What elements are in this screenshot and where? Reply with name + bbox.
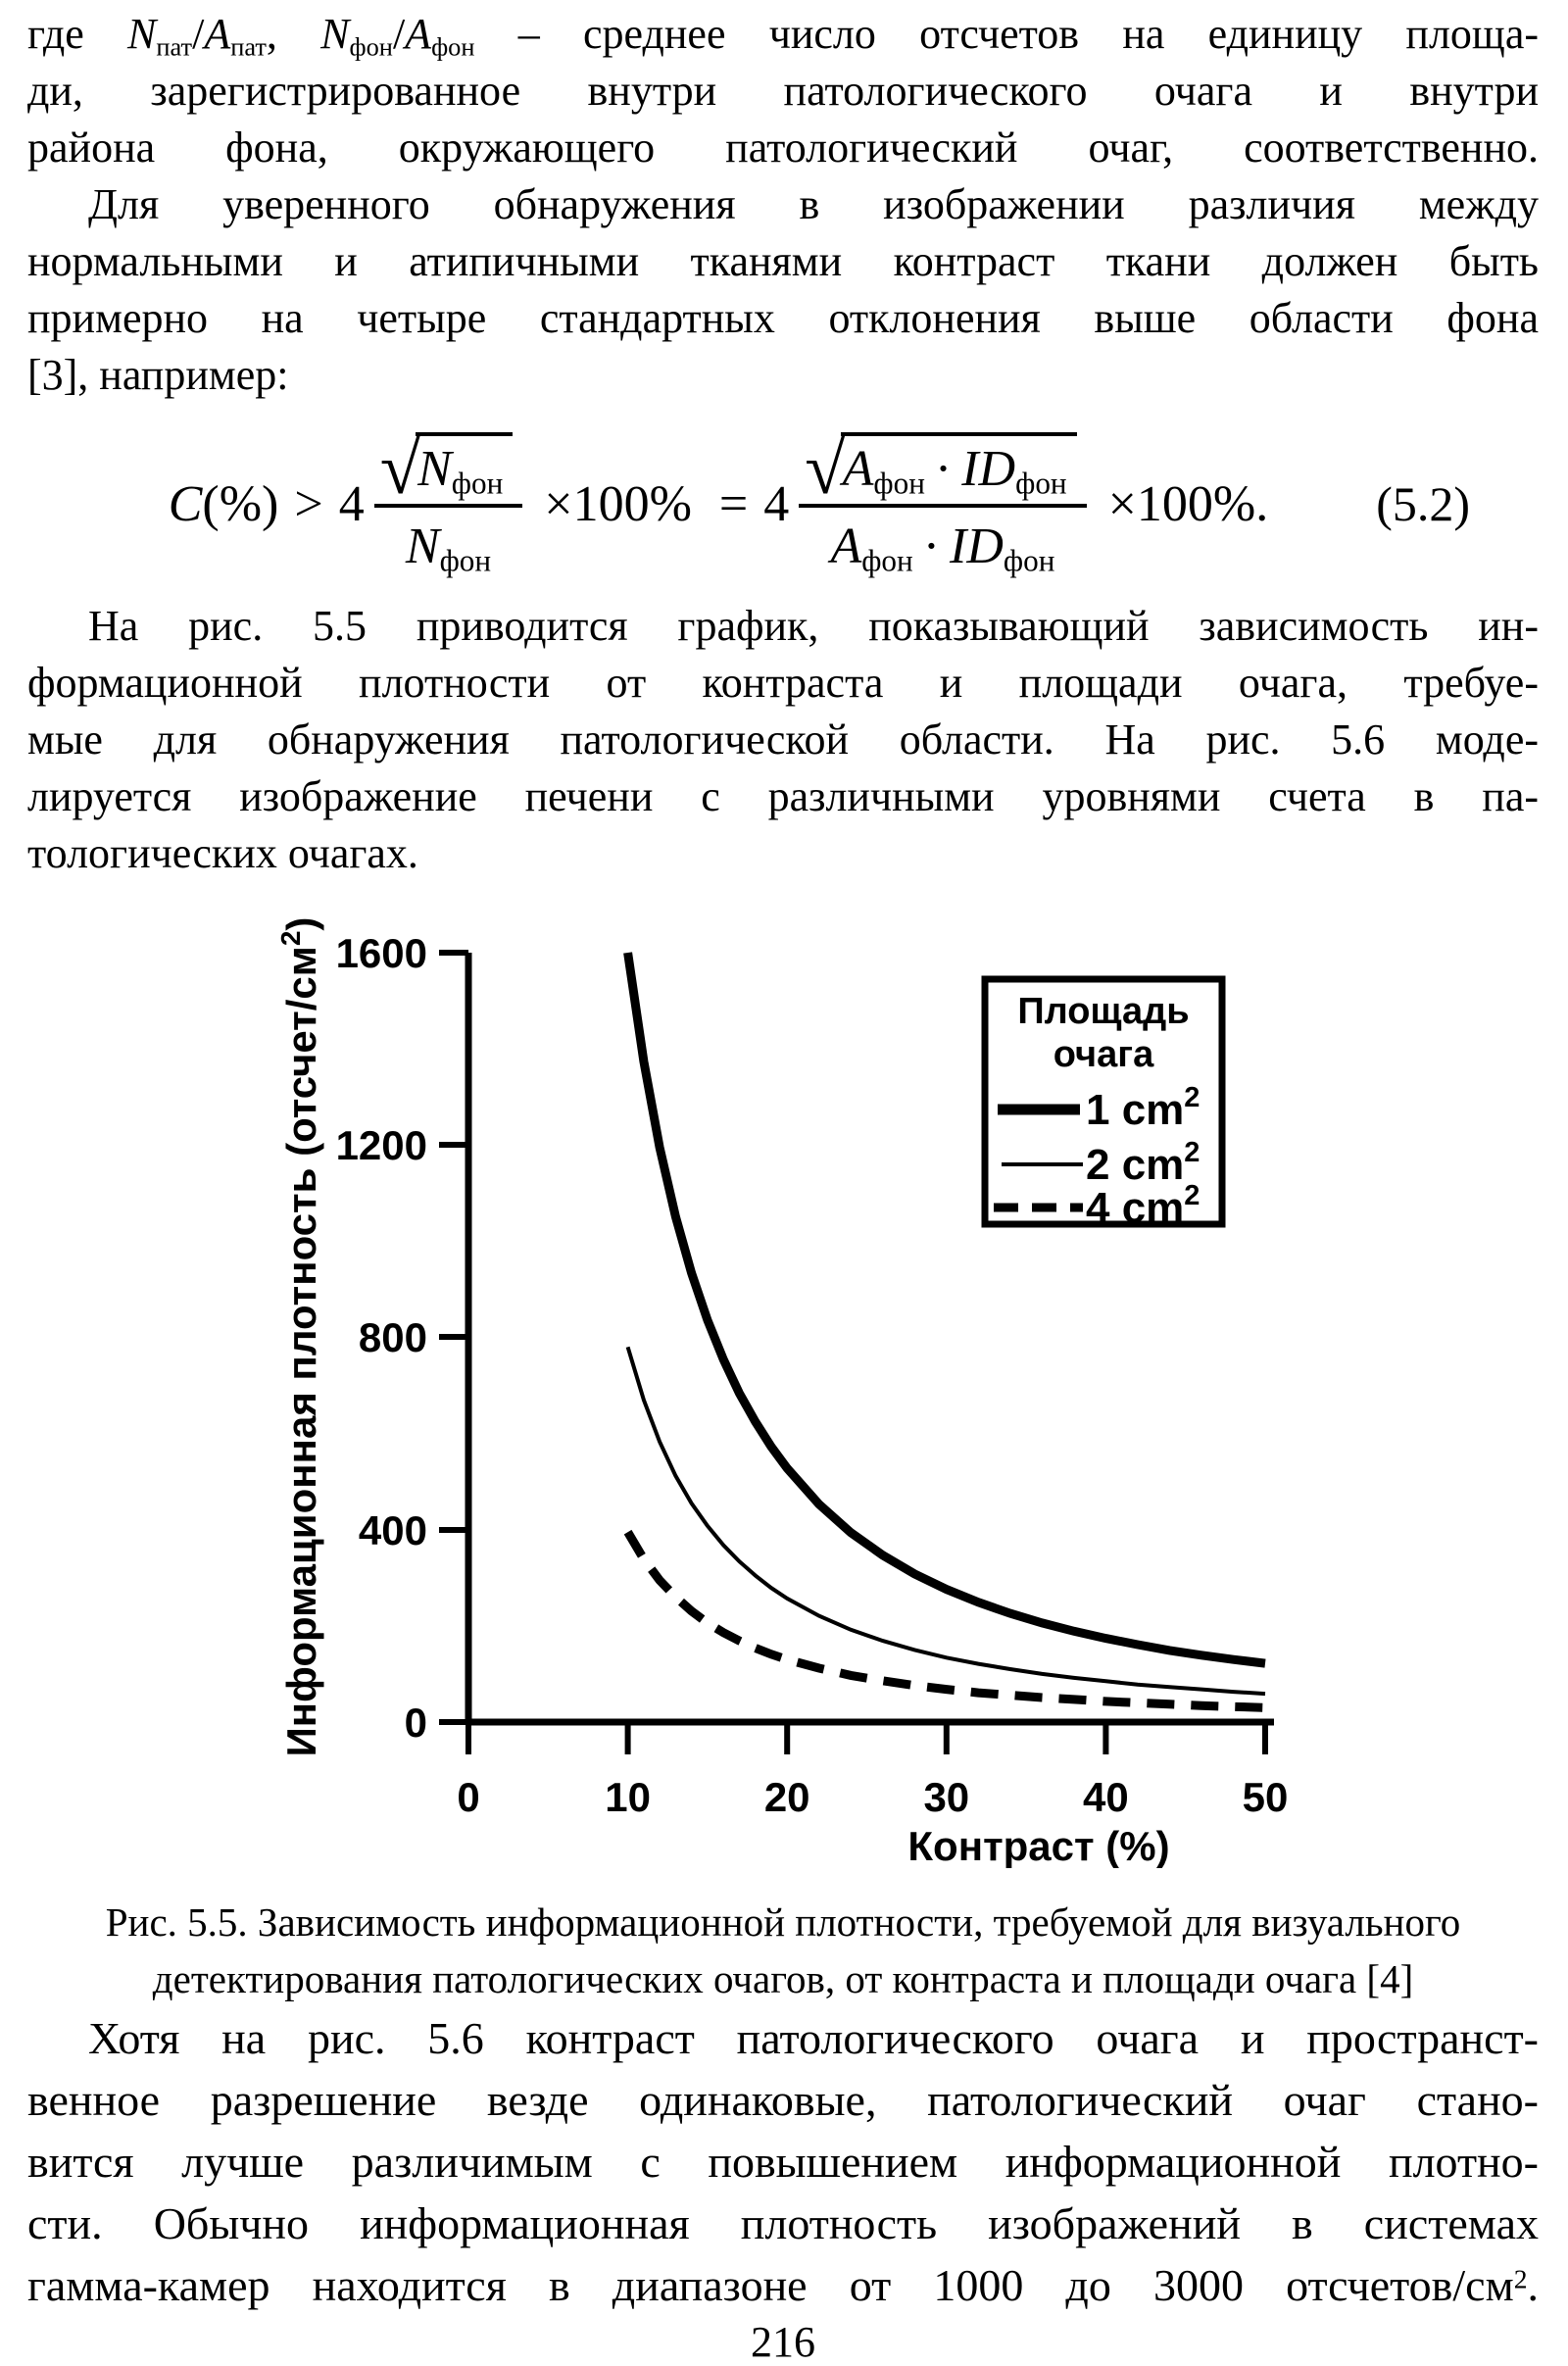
math-sub: фон bbox=[1015, 466, 1067, 501]
math-sub: фон bbox=[873, 466, 925, 501]
x-tick-label: 50 bbox=[1242, 1774, 1289, 1820]
legend-label-2cm2: 2 $cm^2$ bbox=[1086, 1137, 1200, 1189]
radical bbox=[805, 428, 1076, 510]
equation-number: (5.2) bbox=[1376, 476, 1470, 531]
legend-label-4cm2: 4 $cm^2$ bbox=[1086, 1180, 1200, 1232]
text-run: / bbox=[392, 10, 406, 58]
math-sub: фон bbox=[349, 31, 393, 62]
legend bbox=[985, 979, 1222, 1232]
legend-title: очага bbox=[1053, 1034, 1154, 1075]
curve-4cm2 bbox=[628, 1532, 1265, 1707]
paragraph-detection-rule bbox=[27, 176, 1539, 404]
math-sub: фон bbox=[451, 466, 504, 501]
text-line bbox=[27, 6, 1539, 63]
times-100-percent: ×100% bbox=[544, 475, 692, 532]
y-tick-label: 1200 bbox=[335, 1122, 427, 1168]
y-tick-label: 800 bbox=[358, 1314, 427, 1360]
caption-line: детектирования патологических очагов, от контраста и площади очага [4] bbox=[152, 1956, 1414, 2001]
fraction-1 bbox=[374, 428, 523, 578]
text-line: Хотя на рис. 5.6 контраст патологического очага и пространст- bbox=[88, 2013, 1539, 2063]
math-sub: фон bbox=[439, 543, 492, 578]
x-tick-label: 40 bbox=[1083, 1774, 1129, 1820]
multiplication-dot: · bbox=[934, 441, 953, 497]
text-line bbox=[27, 2254, 1539, 2316]
text-line: ди, зарегистрированное внутри патологического очага и внутри bbox=[27, 67, 1539, 115]
y-axis-label: Информационная плотность $(отсчет/см^2)$ bbox=[275, 916, 324, 1757]
greater-than-sign: > bbox=[294, 475, 323, 532]
superscript: 2 bbox=[1513, 2263, 1528, 2294]
multiplication-dot: · bbox=[922, 518, 941, 574]
math-var: C bbox=[168, 475, 203, 532]
math-var: A bbox=[405, 10, 432, 58]
y-tick-label: 1600 bbox=[335, 930, 427, 976]
fraction-denominator bbox=[405, 508, 492, 578]
text-line: мые для обнаружения патологической области. На рис. 5.6 моде- bbox=[27, 715, 1539, 764]
math-var: N bbox=[127, 10, 157, 58]
text-line: тологических очагах. bbox=[27, 829, 418, 877]
paragraph-discussion bbox=[27, 2007, 1539, 2316]
text-line: венное разрешение везде одинаковые, патологический очаг стано- bbox=[27, 2075, 1539, 2125]
sqrt-icon: √ bbox=[805, 428, 846, 510]
line-chart bbox=[196, 908, 1372, 1868]
legend-label-1cm2: 1 $cm^2$ bbox=[1086, 1082, 1200, 1134]
math-var: A bbox=[830, 518, 862, 574]
text-run: . bbox=[1527, 2260, 1539, 2310]
curve-2cm2 bbox=[628, 1347, 1265, 1694]
paragraph-definitions bbox=[27, 6, 1539, 176]
y-tick-marks bbox=[439, 953, 468, 1722]
y-tick-label: 400 bbox=[358, 1507, 427, 1553]
text-line: нормальными и атипичными тканями контраст ткани должен быть bbox=[27, 237, 1539, 285]
math-var: ID bbox=[950, 518, 1004, 574]
math-sub: пат bbox=[230, 31, 267, 62]
text-run: где bbox=[27, 10, 128, 58]
math-var: N bbox=[320, 10, 350, 58]
text-line: На рис. 5.5 приводится график, показывающий зависимость ин- bbox=[88, 602, 1539, 650]
math-sub: пат bbox=[156, 31, 193, 62]
y-tick-label: 0 bbox=[404, 1700, 427, 1746]
text-run: / bbox=[192, 10, 205, 58]
text-line: вится лучше различимым с повышением информационной плотно- bbox=[27, 2137, 1539, 2187]
coefficient: 4 bbox=[338, 475, 365, 532]
math-sub: фон bbox=[1003, 543, 1055, 578]
text-line: лируется изображение печени с различными уровнями счета в па- bbox=[27, 772, 1539, 820]
text-line: [3], например: bbox=[27, 351, 289, 399]
paragraph-figure-intro bbox=[27, 598, 1539, 882]
x-tick-marks bbox=[468, 1722, 1265, 1754]
radical bbox=[379, 428, 514, 510]
coefficient: 4 bbox=[763, 475, 790, 532]
sqrt-icon: √ bbox=[379, 428, 421, 510]
math-sub: фон bbox=[861, 543, 913, 578]
math-var: N bbox=[405, 518, 440, 574]
fraction-numerator bbox=[799, 428, 1086, 510]
x-tick-label: 20 bbox=[763, 1774, 810, 1820]
x-tick-label: 0 bbox=[457, 1774, 480, 1820]
math-var: A bbox=[204, 10, 231, 58]
x-axis-label: Контраст (%) bbox=[907, 1823, 1170, 1868]
text-line: сти. Обычно информационная плотность изображений в системах bbox=[27, 2198, 1539, 2248]
formula-lhs bbox=[169, 475, 279, 533]
x-tick-label: 30 bbox=[923, 1774, 970, 1820]
legend-title: Площадь bbox=[1017, 991, 1190, 1032]
fraction-2 bbox=[799, 428, 1086, 578]
equals-sign: = bbox=[718, 475, 749, 532]
text-run: (%) bbox=[202, 475, 279, 532]
math-var: N bbox=[417, 441, 452, 497]
fraction-denominator bbox=[830, 508, 1055, 578]
figure-5-5 bbox=[27, 908, 1539, 1868]
radicand bbox=[416, 432, 513, 501]
text-line: Для уверенного обнаружения в изображении различия между bbox=[88, 180, 1539, 228]
text-line: примерно на четыре стандартных отклонения выше области фона bbox=[27, 294, 1539, 342]
text-run: , bbox=[266, 10, 321, 58]
text-line: формационной плотности от контраста и площади очага, требуе- bbox=[27, 659, 1539, 707]
equation-5-2 bbox=[27, 419, 1470, 588]
math-var: A bbox=[842, 441, 874, 497]
figure-caption bbox=[27, 1894, 1539, 2007]
math-var: ID bbox=[961, 441, 1016, 497]
caption-line: Рис. 5.5. Зависимость информационной плотности, требуемой для визуального bbox=[105, 1899, 1461, 1945]
text-run: – среднее число отсчетов на единицу площа- bbox=[474, 10, 1539, 58]
page-number: 216 bbox=[751, 2318, 815, 2366]
x-tick-label: 10 bbox=[605, 1774, 651, 1820]
times-100-percent: ×100%. bbox=[1107, 475, 1269, 532]
math-sub: фон bbox=[431, 31, 475, 62]
text-line: района фона, окружающего патологический очаг, соответственно. bbox=[27, 123, 1539, 172]
text-run: гамма-камер находится в диапазоне от 1000 до 3000 отсчетов/см bbox=[27, 2260, 1514, 2310]
radicand bbox=[841, 432, 1077, 501]
fraction-numerator bbox=[374, 428, 523, 510]
